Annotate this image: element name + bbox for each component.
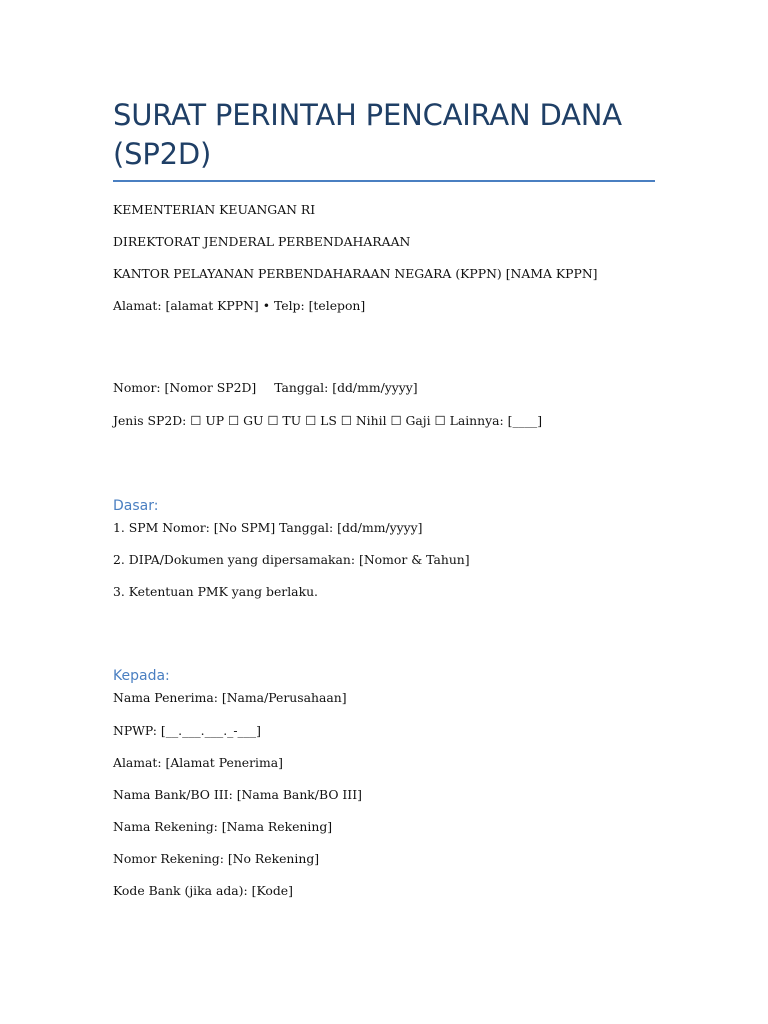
header-ministry: KEMENTERIAN KEUANGAN RI <box>113 202 316 217</box>
sp2d-number: Nomor: [Nomor SP2D] <box>113 380 257 395</box>
document-title <box>113 96 673 174</box>
header-office: KANTOR PELAYANAN PERBENDAHARAAN NEGARA (KPPN) [NAMA KPPN] <box>113 266 598 281</box>
sp2d-date: Tanggal: [dd/mm/yyyy] <box>274 380 418 395</box>
header-directorate: DIREKTORAT JENDERAL PERBENDAHARAAN <box>113 234 411 249</box>
recipient-bank-name: Nama Bank/BO III: [Nama Bank/BO III] <box>113 787 362 802</box>
dasar-item: 1. SPM Nomor: [No SPM] Tanggal: [dd/mm/yyyy] <box>113 520 423 535</box>
dasar-item: 3. Ketentuan PMK yang berlaku. <box>113 584 318 599</box>
sp2d-type-options: Jenis SP2D: ☐ UP ☐ GU ☐ TU ☐ LS ☐ Nihil ☐ Gaji ☐ Lainnya: [____] <box>113 413 543 428</box>
recipient-account-name: Nama Rekening: [Nama Rekening] <box>113 819 333 834</box>
dasar-item: 2. DIPA/Dokumen yang dipersamakan: [Nomor & Tahun] <box>113 552 470 567</box>
title-underline <box>113 180 655 182</box>
section-heading-kepada: Kepada: <box>113 668 170 684</box>
recipient-address: Alamat: [Alamat Penerima] <box>113 755 283 770</box>
title-line-1: SURAT PERINTAH PENCAIRAN DANA <box>113 98 622 132</box>
sp2d-number-date-row <box>113 380 418 396</box>
recipient-name: Nama Penerima: [Nama/Perusahaan] <box>113 690 347 705</box>
title-line-2: (SP2D) <box>113 137 212 171</box>
section-heading-dasar: Dasar: <box>113 498 159 514</box>
recipient-npwp: NPWP: [__.___.___._-___] <box>113 723 261 738</box>
recipient-account-number: Nomor Rekening: [No Rekening] <box>113 851 320 866</box>
header-address: Alamat: [alamat KPPN] • Telp: [telepon] <box>113 298 366 313</box>
recipient-bank-code: Kode Bank (jika ada): [Kode] <box>113 883 293 898</box>
